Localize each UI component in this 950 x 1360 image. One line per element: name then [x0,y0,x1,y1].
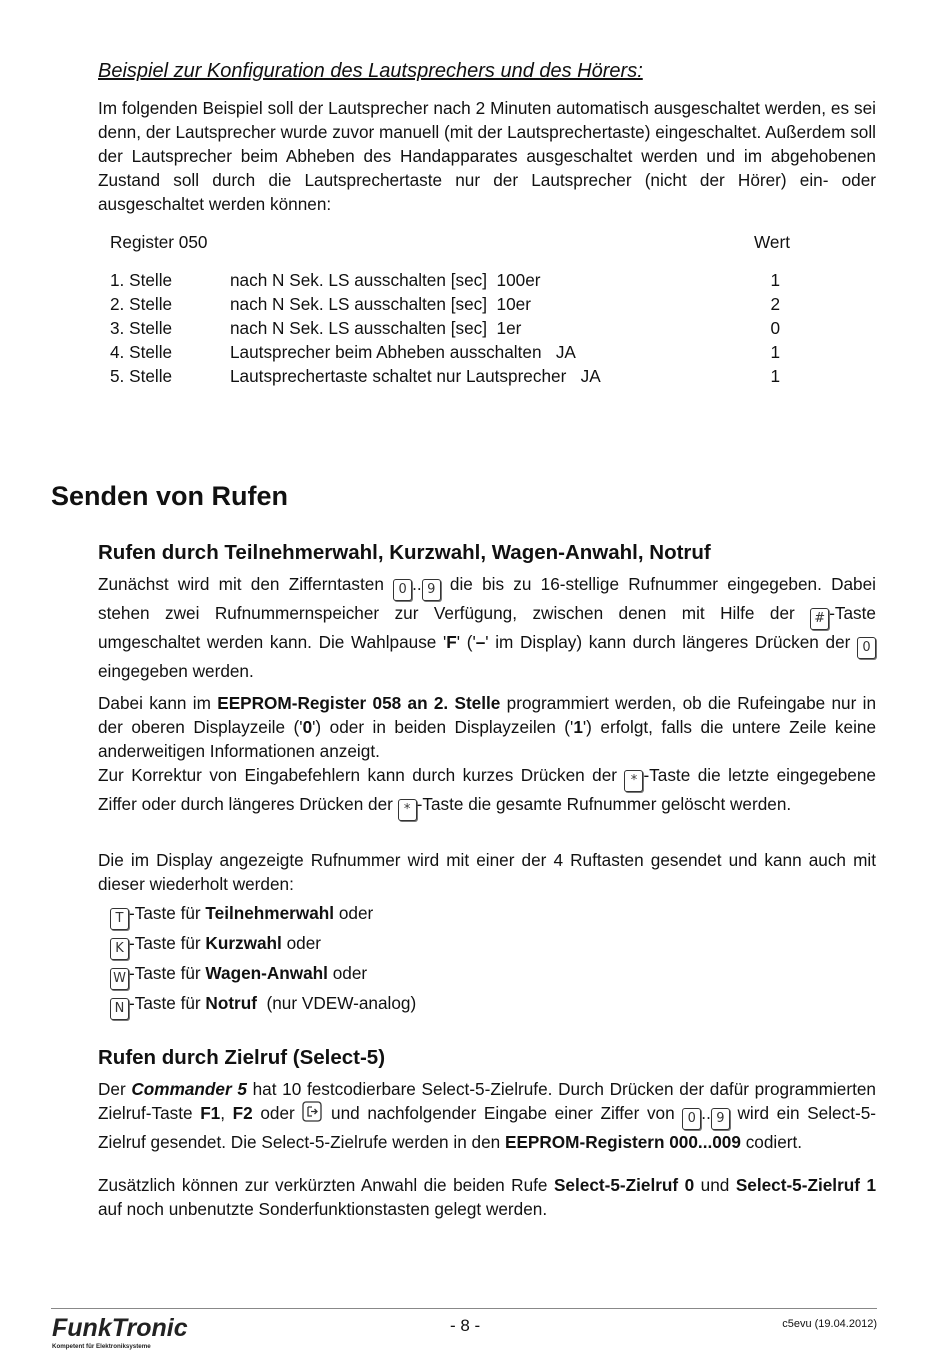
text-run: , [220,1103,233,1123]
key-zero-icon: 0 [393,579,412,601]
select5-paragraph-2 [98,1173,876,1221]
text-run-bold: F1 [200,1103,221,1123]
text-run: .. [701,1103,711,1123]
text-run: programmiert werden, ob die Rufeingabe nur in der oberen Displayzeile (' [98,693,877,737]
key-n-icon: N [110,998,129,1020]
key-nine-icon: 9 [422,579,441,601]
row-description: nach N Sek. LS ausschalten [sec] 100er [230,270,541,290]
value-label: Wert [754,232,790,252]
text-run: und nachfolgender Eingabe einer Ziffer von [323,1103,683,1123]
call-key-list [110,901,416,1021]
key-t-icon: T [110,908,129,930]
key-k-icon: K [110,938,129,960]
text-run: ' (' [456,632,476,652]
list-item [110,961,416,991]
text-run: ' im Display) kann durch längeres Drücken der [485,632,857,652]
row-description: nach N Sek. LS ausschalten [sec] 10er [230,294,531,314]
register-table-header [110,230,790,254]
text-run: -Taste für [129,903,206,923]
text-run: Zunächst wird mit den Zifferntasten [98,574,394,594]
example-title: Beispiel zur Konfiguration des Lautsprechers und des Hörers: [98,60,643,82]
text-run-bold: F2 [232,1103,253,1123]
register-table [110,230,790,386]
text-run-bold: F [446,632,457,652]
text-run: oder [252,1103,303,1123]
register-label: Register 050 [110,232,208,252]
text-run: Dabei kann im [98,693,218,713]
text-run: auf noch unbenutzte Sonderfunktionstasten gelegt werden. [98,1199,548,1219]
text-run-bold: – [475,632,486,652]
logo-text: FunkTronic [52,1314,188,1342]
register-row [110,340,790,364]
text-run: oder [281,933,322,953]
example-paragraph: Im folgenden Beispiel soll der Lautsprecher nach 2 Minuten automatisch ausgeschaltet werden, es sei denn, der Lautsprecher wurde zuvor manuell (mit der Lautsprechertaste) eingeschaltet. Außerdem soll der Lautsprecher beim Abheben des Handapparates ausgeschaltet werden und im abgehobenen Zustand soll durch die Lautsprechertaste nur der Lautsprecher (nicht der Hörer) ein- oder ausgeschaltet werden können: [98,98,876,214]
select5-paragraph-1 [98,1077,876,1154]
text-run: -Taste die gesamte Rufnummer gelöscht werden. [416,794,792,814]
register-row [110,316,790,340]
text-run: und [694,1175,736,1195]
text-run: (nur VDEW-analog) [256,993,417,1013]
text-run-bold: 1 [573,717,583,737]
row-value: 1 [770,366,780,386]
rufen-paragraph-3 [98,763,876,821]
text-run: -Taste die letzte eingegebene Ziffer oder durch längeres Drücken der [98,765,876,814]
text-run-bold: Select-5-Zielruf 1 [735,1175,877,1195]
company-logo [50,1312,188,1358]
key-zero-icon: 0 [857,637,876,659]
select5-title: Rufen durch Zielruf (Select-5) [98,1046,386,1069]
product-name: Commander 5 [131,1079,247,1099]
text-run: Zur Korrektur von Eingabefehlern kann durch kurzes Drücken der [98,765,625,785]
text-run: die bis zu 16-stellige Rufnummer eingegeben. Dabei stehen zwei Rufnummernspeicher zur Verfügung, zwischen denen mit Hilfe der [98,574,876,623]
register-row [110,292,790,316]
text-run-bold: Wagen-Anwahl [205,963,328,983]
call-forward-key-icon [302,1101,323,1123]
text-run-bold: Notruf [205,993,257,1013]
text-run-bold: Teilnehmerwahl [205,903,335,923]
text-run: -Taste für [129,963,206,983]
text-run: wird ein Select-5-Zielruf gesendet. Die Select-5-Zielrufe werden in den [98,1103,876,1152]
key-zero-icon: 0 [682,1108,701,1130]
row-description: Lautsprecher beim Abheben ausschalten JA [230,342,576,362]
row-position: 3. Stelle [110,318,173,338]
text-run-bold: EEPROM-Register 058 an 2. Stelle [217,693,501,713]
text-run: ') oder in beiden Displayzeilen (' [312,717,574,737]
section-title: Senden von Rufen [51,481,289,511]
key-star-icon: * [398,799,417,821]
footer-divider [51,1308,877,1309]
text-run: Der [98,1079,132,1099]
text-run: oder [334,903,374,923]
text-run-bold: 0 [302,717,313,737]
row-value: 2 [770,294,780,314]
text-run: -Taste für [129,993,206,1013]
text-run: .. [412,574,422,594]
rufen-paragraph-4: Die im Display angezeigte Rufnummer wird mit einer der 4 Ruftasten gesendet und kann auch mit dieser wiederholt werden: [98,850,876,894]
text-run-bold: EEPROM-Registern 000...009 [504,1132,741,1152]
key-w-icon: W [110,968,129,990]
text-run: oder [327,963,368,983]
text-run: Zusätzlich können zur verkürzten Anwahl die beiden Rufe [98,1175,554,1195]
row-position: 2. Stelle [110,294,173,314]
page-number: - 8 - [450,1316,481,1335]
text-run: -Taste umgeschaltet werden kann. Die Wahlpause ' [98,603,876,652]
key-star-icon: * [624,770,643,792]
rufen-paragraph-2 [98,691,876,763]
text-run: eingegeben werden. [98,661,254,681]
text-run: -Taste für [129,933,206,953]
register-row [110,364,790,388]
row-value: 1 [770,342,780,362]
key-nine-icon: 9 [711,1108,730,1130]
text-run: ') erfolgt, falls die untere Zeile keine anderweitigen Informationen anzeigt. [98,717,876,761]
logo-tagline: Kompetent für Elektroniksysteme [52,1343,151,1350]
row-position: 5. Stelle [110,366,173,386]
text-run-bold: Select-5-Zielruf 0 [553,1175,695,1195]
rufen-paragraph-1 [98,572,876,683]
rufen-title: Rufen durch Teilnehmerwahl, Kurzwahl, Wagen-Anwahl, Notruf [98,541,711,564]
row-description: nach N Sek. LS ausschalten [sec] 1er [230,318,522,338]
row-value: 1 [770,270,780,290]
row-description: Lautsprechertaste schaltet nur Lautsprecher JA [230,366,601,386]
document-version: c5evu (19.04.2012) [782,1318,877,1330]
register-row [110,268,790,292]
text-run: codiert. [740,1132,803,1152]
list-item [110,901,416,931]
text-run-bold: Kurzwahl [205,933,282,953]
row-position: 4. Stelle [110,342,173,362]
list-item [110,991,416,1021]
row-position: 1. Stelle [110,270,173,290]
key-hash-icon: # [810,608,829,630]
row-value: 0 [770,318,780,338]
list-item [110,931,416,961]
text-run: hat 10 festcodierbare Select-5-Zielrufe. Durch Drücken der dafür programmierten Zielruf-Taste [98,1079,876,1123]
